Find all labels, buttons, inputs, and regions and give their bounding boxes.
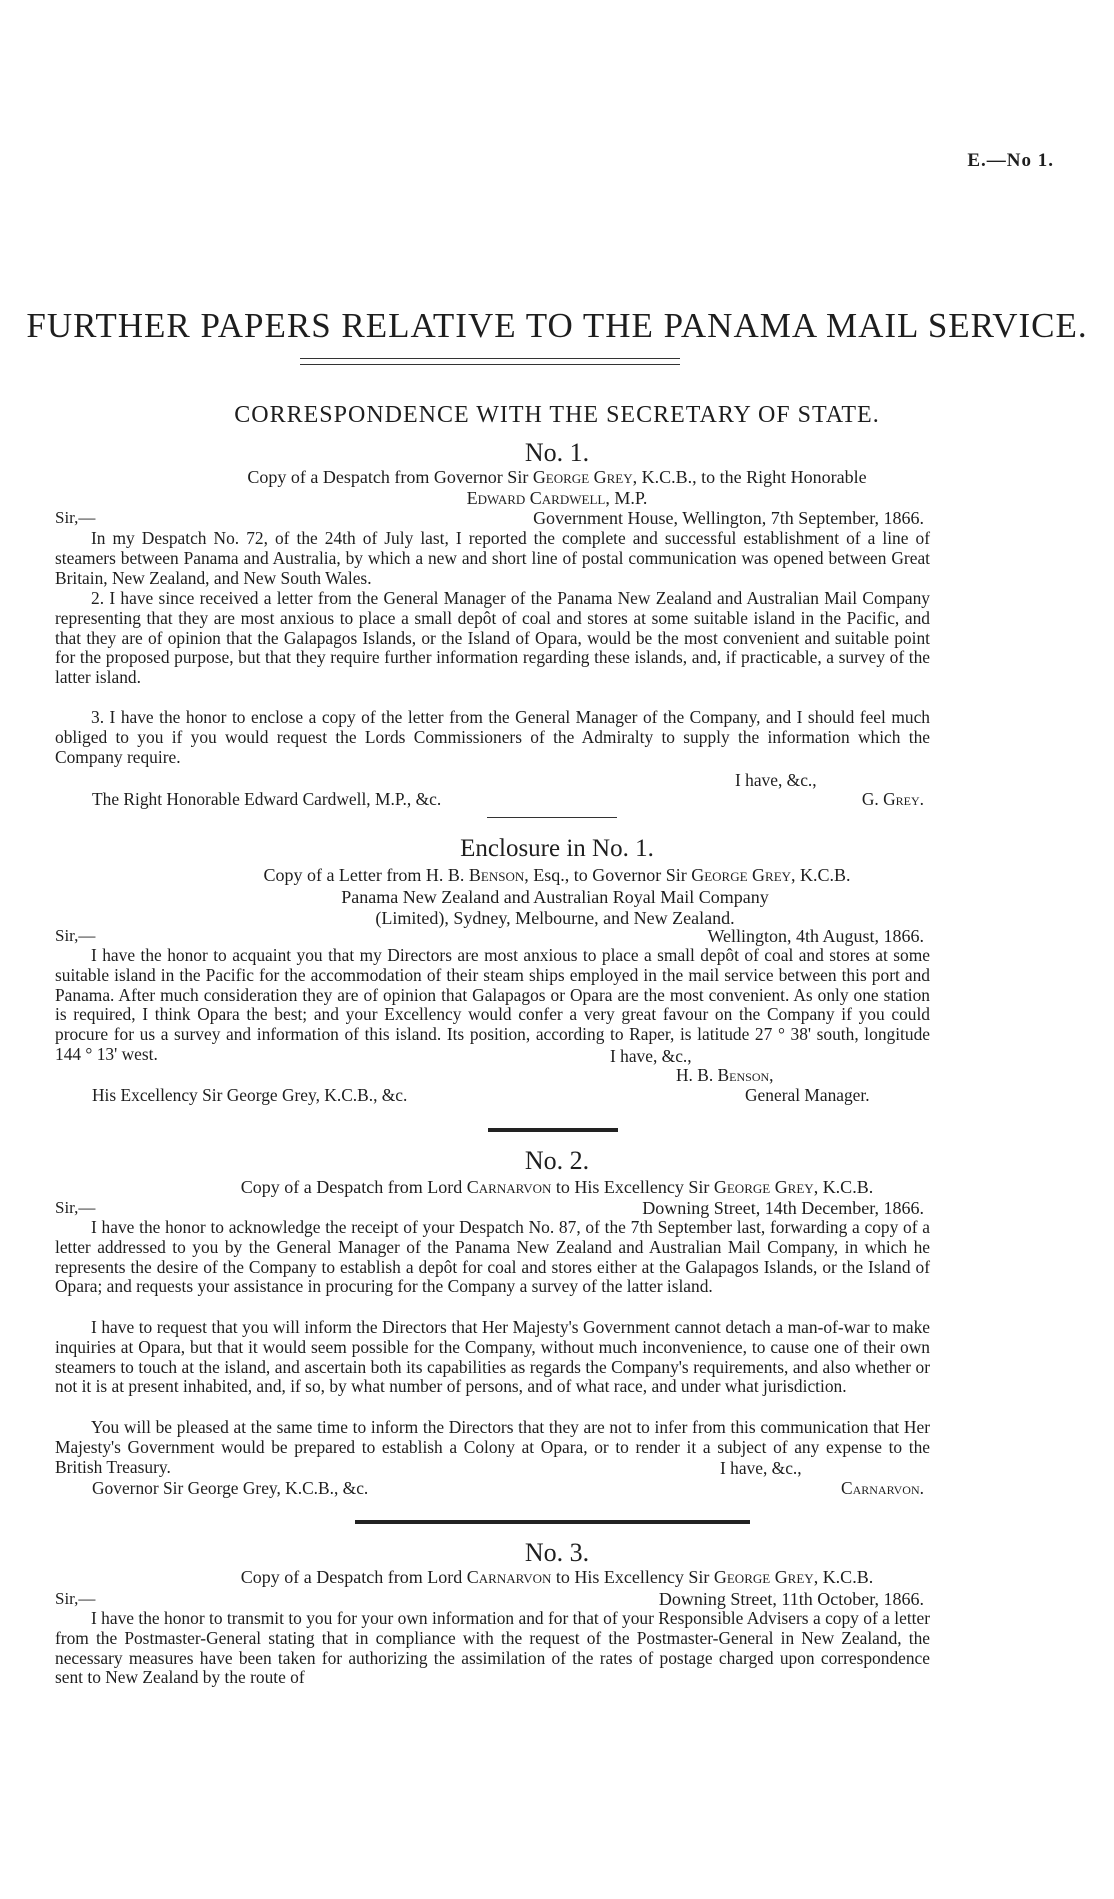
doc1-paragraph-2: 2. I have since received a letter from the General Manager of the Panama New Zealand and Australian Mail Company representing that they are most anxious to place a small depôt of coal and stores at some suitable island in the Pacific, and that they are of opinion that the Galapagos Islands, or the Island of Opara, would be the most convenient and suitable point for the proposed purpose, but that they require further information regarding these islands, and, if practicable, a survey of the latter island.	[55, 588, 930, 688]
doc2-place-date: Downing Street, 14th December, 1866.	[642, 1198, 924, 1218]
section-heading: CORRESPONDENCE WITH THE SECRETARY OF STATE.	[234, 402, 880, 428]
enc1-heading: Enclosure in No. 1.	[460, 835, 654, 862]
main-title: FURTHER PAPERS RELATIVE TO THE PANAMA MAIL SERVICE.	[26, 306, 1088, 345]
document-reference: E.—No 1.	[967, 150, 1054, 171]
doc2-paragraph-3: You will be pleased at the same time to inform the Directors that they are not to infer from this communication that Her Majesty's Government would be prepared to establish a Colony at Opara, or to render it a subject of any expense to the British Treasury.	[55, 1417, 930, 1477]
doc1-paragraph-3: 3. I have the honor to enclose a copy of the letter from the General Manager of the Company, and I should feel much obliged to you if you would request the Lords Commissioners of the Admiralty to supply the information which the Company require.	[55, 707, 930, 767]
enc1-place-date: Wellington, 4th August, 1866.	[707, 926, 924, 946]
doc2-salutation: Sir,—	[55, 1198, 96, 1217]
doc2-signature: Carnarvon.	[841, 1478, 924, 1498]
doc3-salutation: Sir,—	[55, 1589, 96, 1608]
doc1-place-date: Government House, Wellington, 7th September, 1866.	[533, 508, 924, 528]
doc1-caption-line2: Edward Cardwell, M.P.	[466, 488, 648, 508]
separator-rule-thick	[488, 1128, 618, 1132]
title-double-rule	[300, 358, 680, 365]
doc2-caption: Copy of a Despatch from Lord Carnarvon to His Excellency Sir George Grey, K.C.B.	[240, 1177, 874, 1197]
separator-rule-long	[355, 1520, 750, 1524]
doc1-caption-line1: Copy of a Despatch from Governor Sir George Grey, K.C.B., to the Right Honorable	[247, 467, 867, 487]
doc1-paragraph-1: In my Despatch No. 72, of the 24th of July last, I reported the complete and successful establishment of a line of steamers between Panama and Australia, by which a new and short line of postal communication was opened between Great Britain, New Zealand, and New South Wales.	[55, 528, 930, 588]
doc2-addressee: Governor Sir George Grey, K.C.B., &c.	[92, 1478, 369, 1498]
doc3-place-date: Downing Street, 11th October, 1866.	[658, 1589, 924, 1609]
enc1-paragraph: I have the honor to acquaint you that my Directors are most anxious to place a small depôt of coal and stores at some suitable island in the Pacific for the accommodation of their steam ships employed in the mail service between this port and Panama. After much consideration they are of opinion that Galapagos or Opara are the most convenient. As only one station is required, I think Opara the best; and your Excellency would confer a very great favour on the Company if you could procure for us a survey and information of this island. Its position, according to Raper, is latitude 27 ° 38' south, longitude 144 ° 13' west.	[55, 945, 930, 1064]
doc2-paragraph-1: I have the honor to acknowledge the receipt of your Despatch No. 87, of the 7th September last, forwarding a copy of a letter addressed to you by the General Manager of the Panama New Zealand and Australian Mail Company, in which he represents the desire of the Company to establish a depôt for coal and stores either at the Galapagos Islands, or the Island of Opara; and requests your assistance in procuring for the Company a survey of the latter island.	[55, 1217, 930, 1297]
doc3-number-heading: No. 3.	[524, 1538, 590, 1567]
doc1-salutation: Sir,—	[55, 508, 96, 527]
doc3-paragraph: I have the honor to transmit to you for your own information and for that of your Responsible Advisers a copy of a letter from the Postmaster-General stating that in compliance with the request of the Postmaster-General in New Zealand, the necessary measures have been taken for authorizing the assimilation of the rates of postage charged upon correspondence sent to New Zealand by the route of	[55, 1608, 930, 1688]
doc2-number-heading: No. 2.	[524, 1146, 590, 1175]
doc3-caption: Copy of a Despatch from Lord Carnarvon to His Excellency Sir George Grey, K.C.B.	[240, 1567, 874, 1587]
enc1-signature: H. B. Benson,	[676, 1065, 774, 1085]
enc1-addressee: His Excellency Sir George Grey, K.C.B., &c.	[92, 1085, 408, 1105]
doc1-closing: I have, &c.,	[735, 770, 817, 790]
doc2-paragraph-2: I have to request that you will inform the Directors that Her Majesty's Government cannot detach a man-of-war to make inquiries at Opara, but that it would seem possible for the Company, without much inconvenience, to cause one of their own steamers to touch at the island, and ascertain both its capabilities as regards the Company's requirements, and also whether or not it is at present inhabited, and, if so, by what number of persons, and of what race, and under what jurisdiction.	[55, 1317, 930, 1397]
enc1-caption: Copy of a Letter from H. B. Benson, Esq., to Governor Sir George Grey, K.C.B.	[263, 865, 851, 885]
doc2-closing: I have, &c.,	[720, 1458, 802, 1478]
doc1-signature: G. Grey.	[861, 789, 924, 809]
enc1-closing: I have, &c.,	[610, 1046, 692, 1066]
doc1-number-heading: No. 1.	[524, 438, 590, 467]
separator-rule	[487, 817, 617, 818]
doc1-addressee: The Right Honorable Edward Cardwell, M.P., &c.	[92, 789, 442, 809]
enc1-salutation: Sir,—	[55, 926, 96, 945]
enc1-manager-title: General Manager.	[745, 1085, 870, 1105]
enc1-company: Panama New Zealand and Australian Royal Mail Company (Limited), Sydney, Melbourne, and New Zealand.	[341, 887, 769, 928]
